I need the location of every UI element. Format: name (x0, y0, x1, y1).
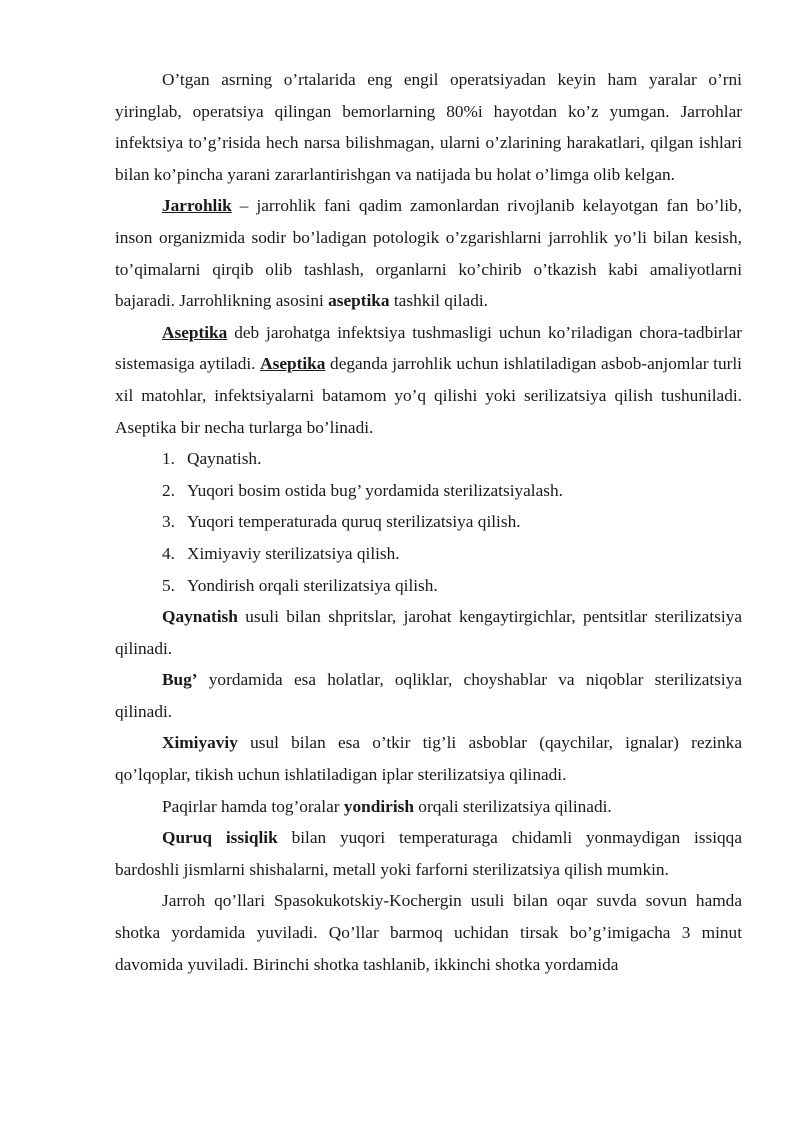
list-item (162, 443, 742, 475)
bold-term: Qaynatish (162, 607, 238, 627)
sterilization-list (115, 443, 742, 601)
paragraph-text: usul bilan esa o’tkir tig’li asboblar (qaychilar, ignalar) rezinka qo’lqoplar, tikish uchun ishlatiladigan iplar sterilizatsiya qilinadi. (115, 733, 742, 785)
list-item (162, 538, 742, 570)
paragraph-text: Paqirlar hamda tog’oralar (162, 796, 344, 816)
bold-term: yondirish (343, 796, 414, 816)
paragraph-aseptika (115, 317, 742, 443)
list-text: Yondirish orqali sterilizatsiya qilish. (187, 575, 438, 595)
list-text: Yuqori temperaturada quruq sterilizatsiya qilish. (187, 512, 521, 532)
bold-term: Ximiyaviy (162, 733, 238, 753)
list-number: 2. (162, 480, 175, 500)
paragraph-ximiyaviy (115, 727, 742, 790)
document-page (115, 64, 742, 980)
paragraph-text: orqali sterilizatsiya qilinadi. (413, 796, 612, 816)
term-jarrohlik: Jarrohlik (162, 196, 232, 216)
list-text: Qaynatish. (187, 449, 262, 469)
paragraph-text: deb jarohatga infektsiya tushmasligi uchun ko’riladigan chora-tadbirlar sistemasiga aytiladi. (115, 322, 742, 374)
bold-term: Bug’ (162, 670, 198, 690)
term-aseptika-2: Aseptika (260, 354, 326, 374)
list-item (162, 570, 742, 602)
paragraph-quruq-issiqlik (115, 822, 742, 885)
paragraph-text: usuli bilan shpritslar, jarohat kengaytirgichlar, pentsitlar sterilizatsiya qilinadi. (115, 607, 742, 658)
paragraph-text: yordamida esa holatlar, oqliklar, choyshablar va niqoblar sterilizatsiya qilinadi. (115, 670, 742, 721)
paragraph-jarrohlik (115, 190, 742, 316)
list-item (162, 475, 742, 507)
paragraph-text: tashkil qiladi. (389, 291, 488, 311)
paragraph-jarroh-qollari: Jarroh qo’llari Spasokukotskiy-Kochergin usuli bilan oqar suvda sovun hamda shotka yordamida yuviladi. Qo’llar barmoq uchidan tirsak bo’g’imigacha 3 minut davomida yuviladi. Birinchi shotka tashlanib, ikkinchi shotka yordamida (115, 891, 742, 974)
bold-term: aseptika (328, 291, 390, 311)
list-number: 3. (162, 512, 175, 532)
list-number: 1. (162, 449, 175, 469)
term-aseptika: Aseptika (162, 322, 228, 342)
list-item (162, 506, 742, 538)
paragraph-qaynatish (115, 601, 742, 664)
paragraph-bug (115, 664, 742, 727)
paragraph-intro: O’tgan asrning o’rtalarida eng engil operatsiyadan keyin ham yaralar o’rni yiringlab, operatsiya qilingan bemorlarning 80%i hayotdan ko’z yumgan. Jarrohlar infektsiya to’g’risida hech narsa bilishmagan, ularni o’zlarining harakatlari, qilgan ishlari bilan ko’pincha yarani zararlantirishgan va natijada bu holat o’limga olib kelgan. (115, 70, 742, 184)
paragraph-text: bilan yuqori temperaturaga chidamli yonmaydigan issiqqa bardoshli jismlarni shishalarni, metall yoki farforni sterilizatsiya qilish mumkin. (115, 828, 742, 879)
bold-term: Quruq issiqlik (162, 828, 278, 848)
paragraph-text: deganda jarrohlik uchun ishlatiladigan asbob-anjomlar turli xil matohlar, infektsiyalarni batamom yo’q qilishi yoki serilizatsiya qilish tushuniladi. Aseptika bir necha turlarga bo’linadi. (115, 354, 742, 437)
paragraph-yondirish (115, 791, 742, 823)
list-text: Ximiyaviy sterilizatsiya qilish. (187, 543, 400, 563)
list-text: Yuqori bosim ostida bug’ yordamida sterilizatsiyalash. (187, 480, 563, 500)
paragraph-text: – jarrohlik fani qadim zamonlardan rivojlanib kelayotgan fan bo’lib, inson organizmida sodir bo’ladigan potologik o’zgarishlarni jarrohlik yo’li bilan kesish, to’qimalarni qirqib olib tashlash, organlarni ko’chirib o’tkazish kabi amaliyotlarni bajaradi. Jarrohlikning asosini (115, 196, 742, 311)
list-number: 4. (162, 543, 175, 563)
list-number: 5. (162, 575, 175, 595)
